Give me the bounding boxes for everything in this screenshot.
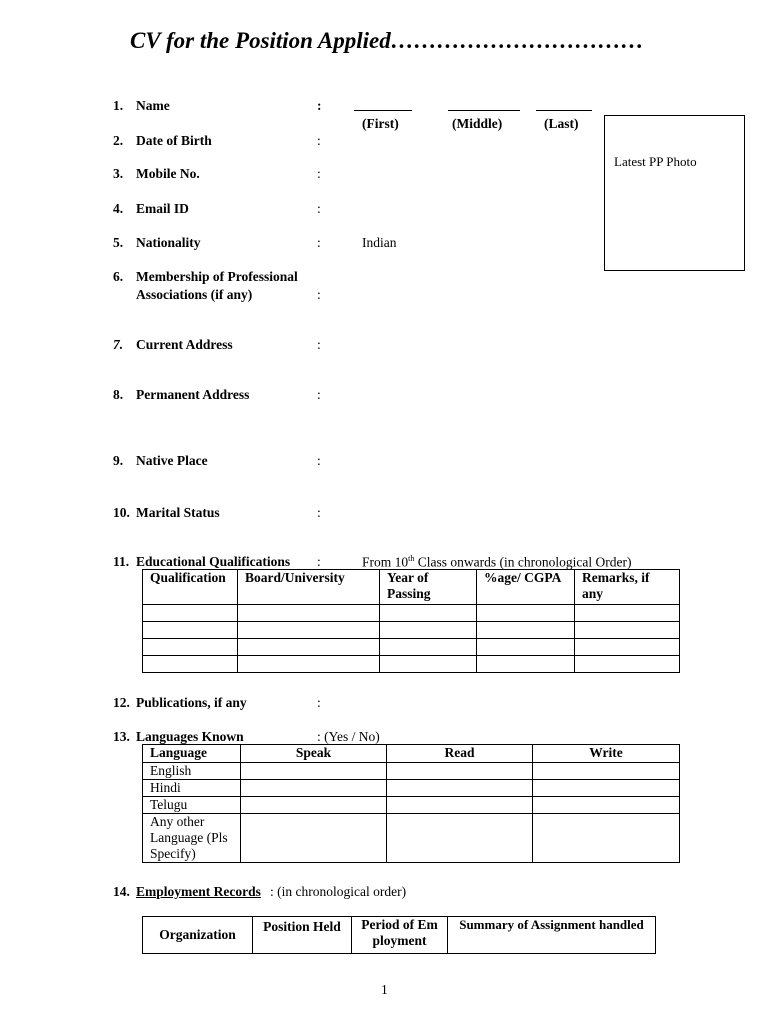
nationality-value: Indian — [362, 235, 397, 250]
field-number: 14. — [113, 884, 130, 899]
field-label-membership-line2: Associations (if any) — [136, 287, 253, 302]
table-row — [143, 814, 680, 863]
col-header-speak: Speak — [241, 745, 387, 763]
field-number: 11. — [113, 554, 130, 569]
colon: : — [317, 98, 322, 113]
colon: : — [317, 201, 321, 216]
language-name: Hindi — [143, 780, 241, 797]
field-number: 9. — [113, 453, 124, 468]
language-name: English — [143, 763, 241, 780]
field-label-native-place: Native Place — [136, 453, 208, 468]
first-name-blank[interactable] — [354, 110, 412, 111]
field-number: 8. — [113, 387, 124, 402]
employment-table — [142, 916, 656, 954]
education-table — [142, 569, 680, 673]
colon: : — [317, 554, 321, 569]
field-number: 3. — [113, 166, 124, 181]
col-header-cgpa: %age/ CGPA — [477, 570, 575, 605]
field-label-name: Name — [136, 98, 170, 113]
languages-table — [142, 744, 680, 863]
first-name-caption: (First) — [362, 116, 399, 131]
last-name-caption: (Last) — [544, 116, 579, 131]
language-name: Telugu — [143, 797, 241, 814]
field-label-mobile: Mobile No. — [136, 166, 200, 181]
field-label-marital-status: Marital Status — [136, 505, 220, 520]
field-number: 5. — [113, 235, 124, 250]
table-row — [143, 605, 680, 622]
field-number: 1. — [113, 98, 124, 113]
col-header-year: Year of Passing — [380, 570, 477, 605]
employment-label: Employment Records — [136, 884, 261, 899]
colon: : — [317, 505, 321, 520]
field-number: 10. — [113, 505, 130, 520]
colon: : — [317, 235, 321, 250]
col-header-position: Position Held — [253, 917, 352, 954]
col-header-language: Language — [143, 745, 241, 763]
colon: : — [317, 133, 321, 148]
page-title: CV for the Position Applied…………………………… — [130, 28, 644, 53]
field-number: 7. — [113, 337, 124, 352]
languages-note: : (Yes / No) — [317, 729, 380, 744]
photo-label: Latest PP Photo — [614, 154, 697, 169]
employment-note: : (in chronological order) — [270, 884, 407, 899]
col-header-write: Write — [533, 745, 680, 763]
middle-name-caption: (Middle) — [452, 116, 503, 131]
col-header-read: Read — [387, 745, 533, 763]
table-row — [143, 780, 680, 797]
col-header-summary: Summary of Assignment handled — [448, 917, 656, 954]
photo-box[interactable] — [604, 115, 745, 271]
education-label: Educational Qualifications — [136, 554, 291, 569]
last-name-blank[interactable] — [536, 110, 592, 111]
field-label-nationality: Nationality — [136, 235, 201, 250]
col-header-board: Board/University — [238, 570, 380, 605]
field-number: 13. — [113, 729, 130, 744]
table-row — [143, 763, 680, 780]
colon: : — [317, 166, 321, 181]
language-name: Any other Language (Pls Specify) — [143, 814, 241, 863]
languages-label: Languages Known — [136, 729, 244, 744]
colon: : — [317, 453, 321, 468]
colon: : — [317, 337, 321, 352]
colon: : — [317, 695, 321, 710]
education-note: From 10th Class onwards (in chronological Order) — [362, 554, 632, 570]
publications-label: Publications, if any — [136, 695, 247, 710]
field-number: 6. — [113, 269, 124, 284]
col-header-organization: Organization — [143, 917, 253, 954]
middle-name-blank[interactable] — [448, 110, 520, 111]
field-label-current-address: Current Address — [136, 337, 233, 352]
table-row — [143, 622, 680, 639]
field-label-dob: Date of Birth — [136, 133, 212, 148]
col-header-qualification: Qualification — [143, 570, 238, 605]
col-header-period: Period of Employment — [352, 917, 448, 954]
table-row — [143, 797, 680, 814]
field-label-membership: Membership of Professional — [136, 269, 298, 284]
col-header-remarks: Remarks, if any — [575, 570, 680, 605]
field-number: 2. — [113, 133, 124, 148]
field-number: 12. — [113, 695, 130, 710]
field-label-permanent-address: Permanent Address — [136, 387, 250, 402]
colon: : — [317, 287, 321, 302]
field-number: 4. — [113, 201, 124, 216]
table-row — [143, 639, 680, 656]
colon: : — [317, 387, 321, 402]
field-label-email: Email ID — [136, 201, 189, 216]
page-number: 1 — [381, 982, 388, 997]
table-row — [143, 656, 680, 673]
